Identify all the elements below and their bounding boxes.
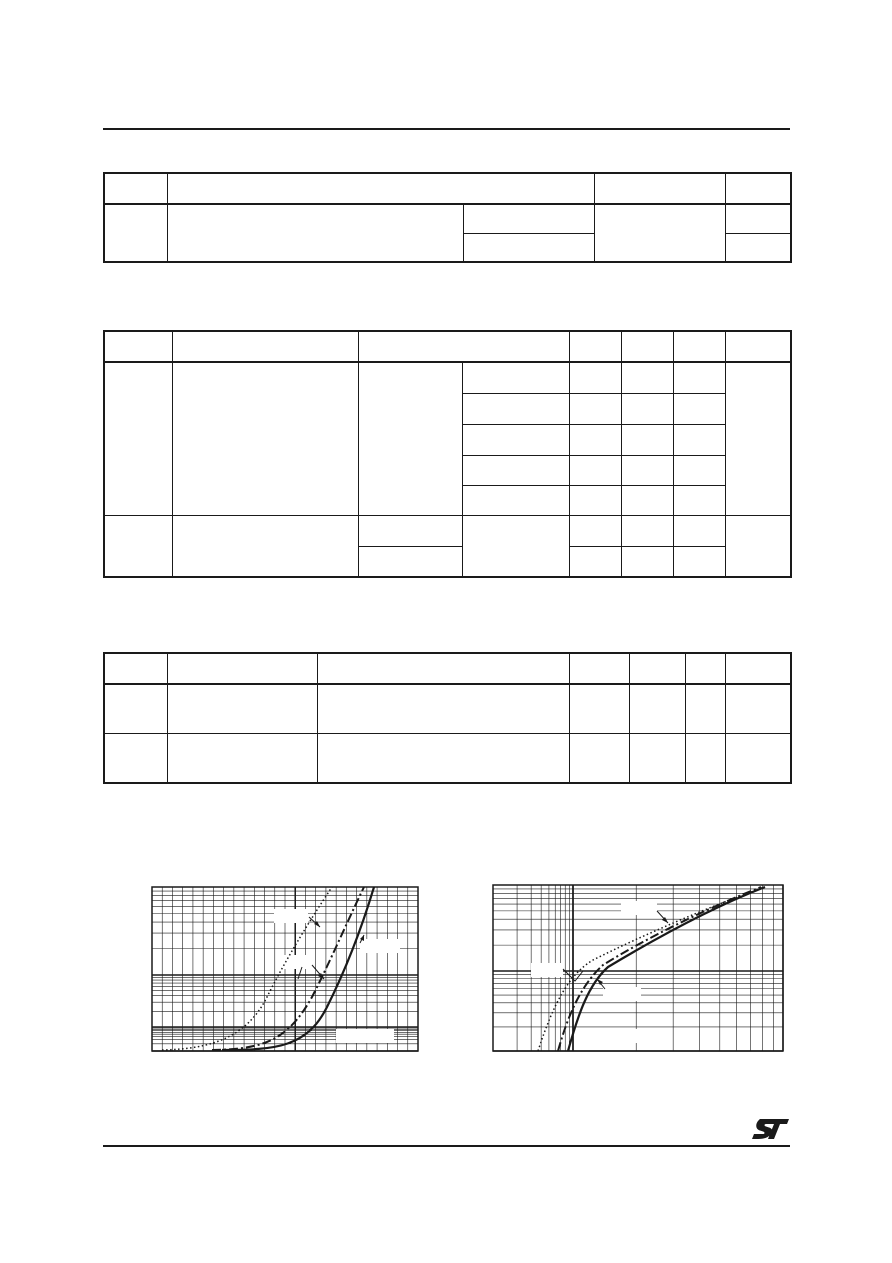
- curve-dash-dot: [558, 887, 761, 1051]
- graph-label-box: [607, 1029, 669, 1043]
- table-cell: [569, 331, 621, 362]
- footer-rule: [103, 1145, 790, 1147]
- graph-label-box: [621, 901, 657, 915]
- table-cell: [725, 204, 791, 233]
- table-cell: [569, 515, 621, 546]
- table-cell: [725, 173, 791, 204]
- table-cell: [673, 485, 725, 515]
- table-cell: [358, 362, 462, 515]
- header-rule: [103, 128, 790, 130]
- table-cell: [594, 173, 725, 204]
- table-cell: [317, 733, 569, 783]
- table-row: [104, 684, 791, 733]
- table-cell: [172, 331, 358, 362]
- table-cell: [569, 393, 621, 424]
- table-dynamic-characteristics: [103, 652, 792, 784]
- table-row: [104, 733, 791, 783]
- table-cell: [463, 204, 594, 233]
- table-cell: [104, 173, 167, 204]
- table-cell: [673, 515, 725, 546]
- table-cell: [167, 684, 317, 733]
- table-static-characteristics: [103, 330, 792, 578]
- table-thermal: [103, 172, 792, 263]
- table-row: [104, 362, 791, 393]
- table-cell: [317, 653, 569, 684]
- table-cell: [629, 653, 685, 684]
- table-cell: [358, 515, 462, 546]
- graph-label-box: [531, 963, 563, 977]
- table-header-row: [104, 331, 791, 362]
- table-cell: [673, 362, 725, 393]
- graph-label-box: [603, 987, 641, 1001]
- graph-capacitance: [493, 885, 783, 1051]
- table-cell: [629, 684, 685, 733]
- table-cell: [569, 424, 621, 455]
- graph-label-box: [336, 1029, 394, 1043]
- table-cell: [167, 733, 317, 783]
- table-cell: [104, 204, 167, 262]
- table-row: [104, 204, 791, 233]
- table-cell: [621, 515, 673, 546]
- table-cell: [358, 331, 569, 362]
- graph-label-box: [360, 939, 400, 953]
- graph-pointer-head: [597, 979, 603, 985]
- table-cell: [621, 546, 673, 577]
- table-cell: [462, 455, 569, 485]
- table-cell: [685, 684, 725, 733]
- table-cell: [172, 515, 358, 577]
- table-cell: [463, 233, 594, 262]
- table-row: [104, 515, 791, 546]
- table-cell: [569, 684, 629, 733]
- table-cell: [569, 485, 621, 515]
- table-cell: [725, 331, 791, 362]
- graph-forward-characteristics: [152, 887, 418, 1051]
- table-cell: [673, 393, 725, 424]
- table-cell: [673, 455, 725, 485]
- table-cell: [629, 733, 685, 783]
- table-cell: [621, 362, 673, 393]
- table-cell: [104, 515, 172, 577]
- table-cell: [104, 362, 172, 515]
- table-cell: [167, 653, 317, 684]
- table-cell: [167, 173, 594, 204]
- st-logo-mark: [752, 1119, 789, 1139]
- table-cell: [621, 393, 673, 424]
- table-cell: [621, 485, 673, 515]
- table-cell: [462, 485, 569, 515]
- table-cell: [673, 424, 725, 455]
- table-cell: [167, 204, 463, 262]
- table-cell: [462, 424, 569, 455]
- table-cell: [569, 546, 621, 577]
- table-cell: [725, 733, 791, 783]
- table-cell: [725, 684, 791, 733]
- table-cell: [621, 424, 673, 455]
- st-logo: [752, 1117, 790, 1141]
- table-cell: [104, 733, 167, 783]
- table-cell: [725, 653, 791, 684]
- table-cell: [725, 515, 791, 577]
- table-cell: [725, 362, 791, 515]
- table-cell: [462, 515, 569, 577]
- table-cell: [594, 204, 725, 262]
- table-cell: [104, 653, 167, 684]
- table-cell: [725, 233, 791, 262]
- table-cell: [621, 455, 673, 485]
- table-cell: [685, 653, 725, 684]
- table-cell: [685, 733, 725, 783]
- table-cell: [462, 362, 569, 393]
- table-cell: [569, 653, 629, 684]
- table-cell: [569, 362, 621, 393]
- table-cell: [569, 455, 621, 485]
- table-header-row: [104, 653, 791, 684]
- table-cell: [569, 733, 629, 783]
- table-cell: [104, 331, 172, 362]
- table-cell: [358, 546, 462, 577]
- table-cell: [104, 684, 167, 733]
- table-cell: [673, 546, 725, 577]
- table-cell: [673, 331, 725, 362]
- graph-label-box: [274, 909, 308, 923]
- table-cell: [621, 331, 673, 362]
- table-cell: [172, 362, 358, 515]
- table-cell: [462, 393, 569, 424]
- table-header-row: [104, 173, 791, 204]
- table-cell: [317, 684, 569, 733]
